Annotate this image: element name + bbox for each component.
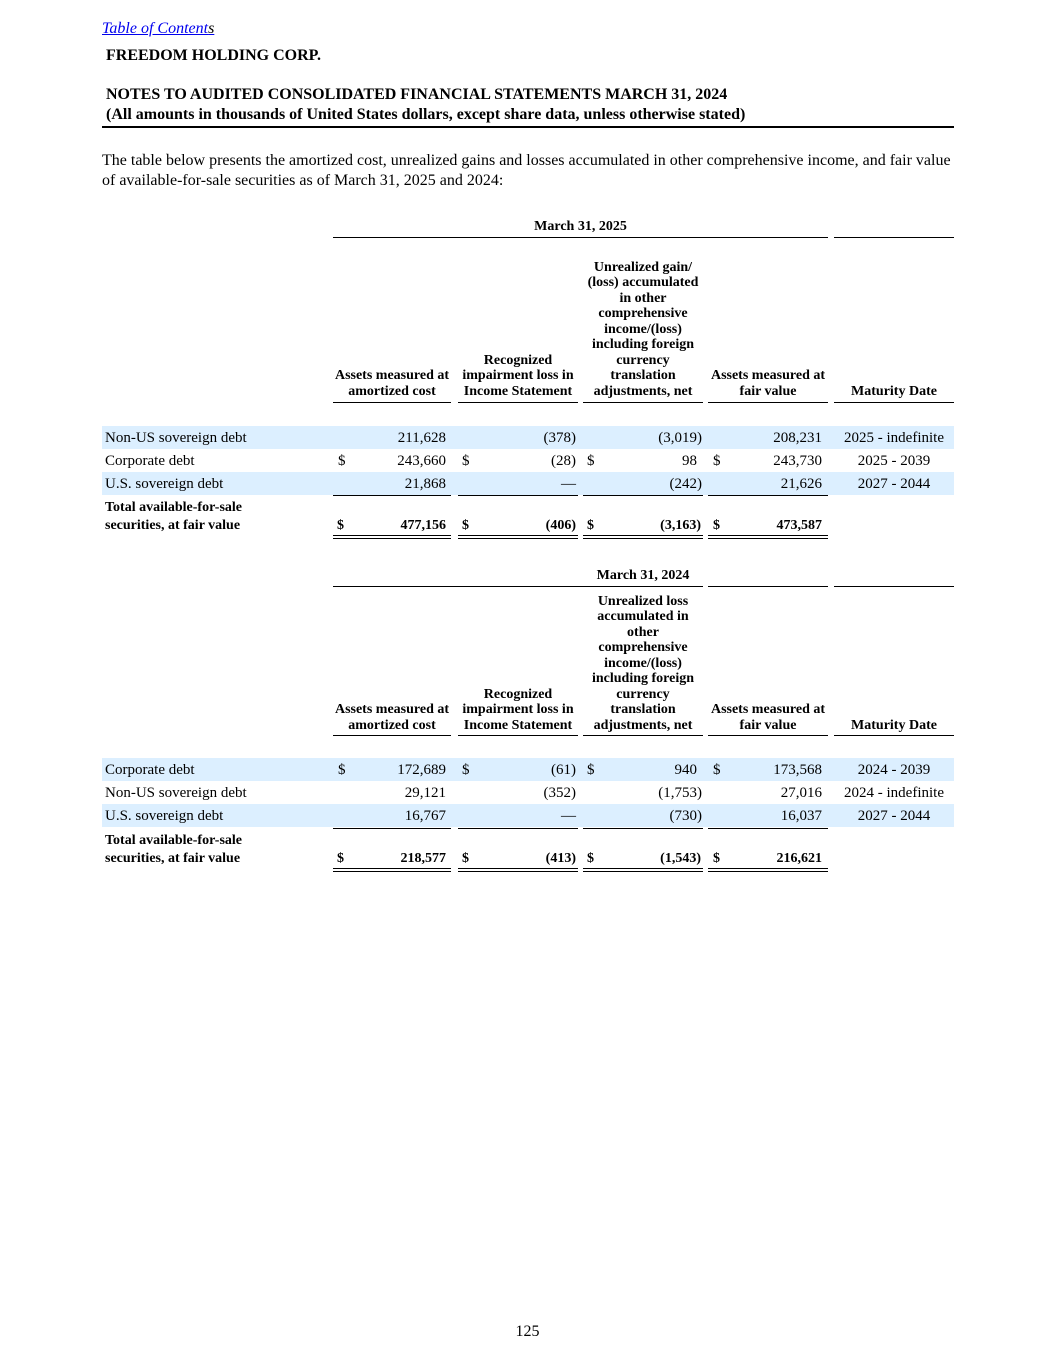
total-amortized: 218,577 (400, 851, 446, 866)
impairment-value: (61) (551, 762, 576, 778)
table-row (102, 781, 954, 804)
intro-paragraph: The table below presents the amortized cost, unrealized gains and losses accumulated in other comprehensive income, and fair value of available-for-sale securities as of March 31, 2025 and 2024: (102, 152, 951, 189)
dollar-sign: $ (462, 453, 470, 469)
fair-value: 243,730 (773, 453, 822, 469)
total-double-rule (708, 868, 828, 872)
period-heading: March 31, 2025 (534, 219, 627, 234)
subtotal-rule (458, 495, 578, 496)
dollar-sign: $ (713, 453, 721, 469)
header-divider (102, 126, 954, 128)
maturity-value: 2025 - 2039 (857, 453, 931, 469)
fair-value: 16,037 (780, 808, 822, 824)
total-label-line-1: Total available-for-sale (105, 833, 243, 848)
col-header-amortized: Assets measured at amortized cost (334, 702, 450, 733)
total-double-rule (583, 868, 703, 872)
page-title: NOTES TO AUDITED CONSOLIDATED FINANCIAL STATEMENTS MARCH 31, 2024 (106, 86, 728, 103)
dollar-sign: $ (462, 762, 470, 778)
impairment-value: — (561, 476, 576, 492)
total-double-rule (333, 535, 451, 539)
total-double-rule (333, 868, 451, 872)
unrealized-value: (730) (669, 808, 702, 824)
total-label-line-2: securities, at fair value (105, 518, 241, 533)
period-heading: March 31, 2024 (596, 568, 690, 583)
subtotal-rule (333, 495, 451, 496)
col-header-fair-value: Assets measured at fair value (710, 368, 826, 399)
unrealized-value: (3,019) (658, 430, 702, 446)
table-row (102, 472, 954, 495)
table-of-contents-link[interactable] (102, 20, 214, 38)
row-label: U.S. sovereign debt (105, 808, 224, 824)
amortized-value: 29,121 (404, 785, 446, 801)
dollar-sign: $ (462, 851, 469, 866)
period-rule (333, 237, 828, 238)
toc-link-tail: s (208, 20, 215, 37)
amortized-value: 21,868 (404, 476, 446, 492)
subtotal-rule (333, 828, 451, 829)
maturity-value: 2027 - 2044 (857, 476, 931, 492)
total-label (105, 832, 242, 868)
total-double-rule (458, 868, 578, 872)
period-rule-maturity (834, 237, 954, 238)
dollar-sign: $ (337, 518, 344, 533)
total-unrealized: (1,543) (660, 851, 701, 866)
table-row (102, 804, 954, 827)
col-rule (834, 402, 954, 403)
fair-value: 208,231 (773, 430, 822, 446)
fair-value: 21,626 (780, 476, 822, 492)
toc-link-text[interactable]: Table of Content (102, 20, 209, 37)
amortized-value: 211,628 (397, 430, 446, 446)
table-row (102, 449, 954, 472)
row-label: Corporate debt (105, 762, 195, 778)
total-double-rule (458, 535, 578, 539)
dollar-sign: $ (338, 453, 346, 469)
row-label: Non-US sovereign debt (105, 785, 247, 801)
subtotal-rule (708, 828, 828, 829)
impairment-value: (378) (543, 430, 576, 446)
total-label-line-2: securities, at fair value (105, 851, 241, 866)
total-unrealized: (3,163) (660, 518, 701, 533)
maturity-value: 2024 - 2039 (857, 762, 931, 778)
row-label: U.S. sovereign debt (105, 476, 224, 492)
total-label-line-1: Total available-for-sale (105, 500, 243, 515)
dollar-sign: $ (587, 851, 594, 866)
total-fair-value: 473,587 (776, 518, 822, 533)
amortized-value: 243,660 (397, 453, 446, 469)
impairment-value: — (561, 808, 576, 824)
page-number: 125 (515, 1323, 540, 1340)
col-header-unrealized: Unrealized loss accumulated in other comprehensive income/(loss) including foreign currency translation adjustments, net (591, 593, 695, 733)
dollar-sign: $ (337, 851, 344, 866)
col-rule (583, 735, 703, 736)
subtotal-rule (583, 828, 703, 829)
row-label: Non-US sovereign debt (105, 430, 247, 446)
col-rule (458, 735, 578, 736)
col-header-impairment: Recognized impairment loss in Income Statement (462, 352, 574, 399)
period-rule-maturity (834, 586, 954, 587)
total-double-rule (583, 535, 703, 539)
col-rule (333, 402, 451, 403)
dollar-sign: $ (338, 762, 346, 778)
unrealized-value: (242) (669, 476, 702, 492)
total-amortized: 477,156 (400, 518, 446, 533)
impairment-value: (28) (551, 453, 576, 469)
subtotal-rule (458, 828, 578, 829)
dollar-sign: $ (587, 453, 595, 469)
table-row (102, 758, 954, 781)
maturity-value: 2027 - 2044 (857, 808, 931, 824)
dollar-sign: $ (713, 518, 720, 533)
col-rule (458, 402, 578, 403)
subtotal-rule (583, 495, 703, 496)
impairment-value: (352) (543, 785, 576, 801)
total-double-rule (708, 535, 828, 539)
amortized-value: 16,767 (404, 808, 446, 824)
unrealized-value: 98 (682, 453, 697, 469)
unrealized-value: 940 (674, 762, 697, 778)
col-header-unrealized: Unrealized gain/ (loss) accumulated in other comprehensive income/(loss) including foreign currency translation adjustments, net (587, 259, 699, 399)
amortized-value: 172,689 (397, 762, 446, 778)
total-impairment: (406) (545, 518, 576, 533)
unrealized-value: (1,753) (658, 785, 702, 801)
dollar-sign: $ (462, 518, 469, 533)
table-row (102, 426, 954, 449)
period-rule (708, 586, 828, 587)
dollar-sign: $ (713, 851, 720, 866)
col-header-amortized: Assets measured at amortized cost (334, 368, 450, 399)
col-header-maturity: Maturity Date (851, 717, 937, 733)
page-subtitle: (All amounts in thousands of United States dollars, except share data, unless otherwise stated) (106, 106, 746, 123)
maturity-value: 2024 - indefinite (844, 785, 944, 801)
subtotal-rule (708, 495, 828, 496)
total-impairment: (413) (545, 851, 576, 866)
col-rule (583, 402, 703, 403)
company-name: FREEDOM HOLDING CORP. (106, 47, 321, 64)
period-rule (333, 586, 703, 587)
total-label (105, 499, 242, 535)
row-label: Corporate debt (105, 453, 195, 469)
dollar-sign: $ (587, 518, 594, 533)
total-fair-value: 216,621 (776, 851, 822, 866)
col-rule (834, 735, 954, 736)
col-header-maturity: Maturity Date (851, 383, 937, 399)
col-rule (708, 402, 828, 403)
col-header-fair-value: Assets measured at fair value (710, 702, 826, 733)
maturity-value: 2025 - indefinite (844, 430, 944, 446)
col-rule (708, 735, 828, 736)
col-rule (333, 735, 451, 736)
fair-value: 173,568 (773, 762, 822, 778)
dollar-sign: $ (713, 762, 721, 778)
dollar-sign: $ (587, 762, 595, 778)
col-header-impairment: Recognized impairment loss in Income Statement (462, 686, 574, 733)
fair-value: 27,016 (780, 785, 822, 801)
